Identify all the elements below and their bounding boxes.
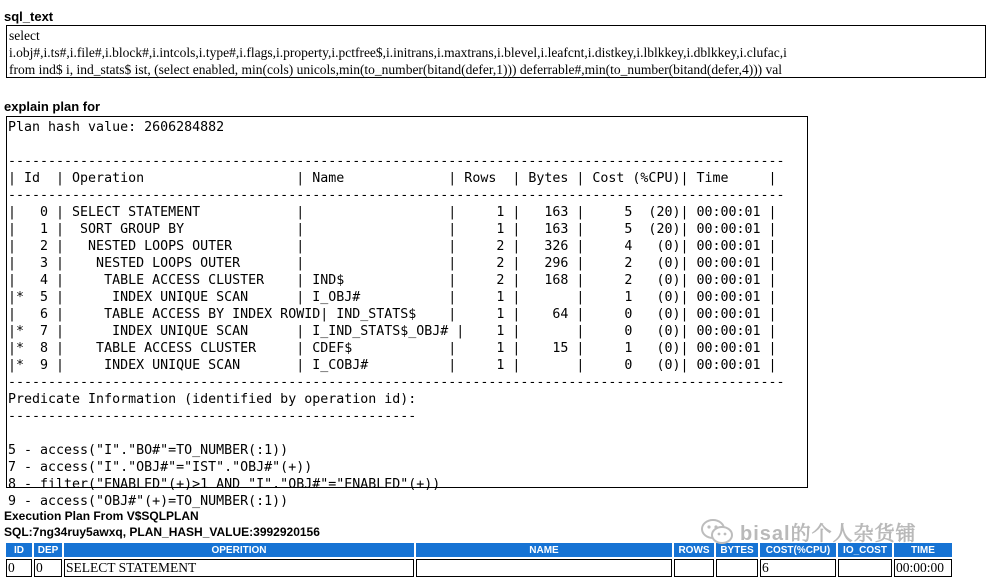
sql-line: select <box>9 28 40 43</box>
sql-text-box <box>6 25 986 78</box>
column-header-operation: OPERITION <box>64 543 414 557</box>
cell-bytes <box>716 559 758 577</box>
wechat-icon <box>700 518 734 546</box>
execution-plan-subtitle: SQL:7ng34ruy5awxq, PLAN_HASH_VALUE:3992920156 <box>4 525 320 539</box>
column-header-id: ID <box>6 543 32 557</box>
cell-name <box>416 559 672 577</box>
column-header-bytes: BYTES <box>716 543 758 557</box>
cell-cost: 6 <box>760 559 836 577</box>
cell-id: 0 <box>6 559 32 577</box>
column-header-time: TIME <box>894 543 952 557</box>
column-header-dep: DEP <box>34 543 62 557</box>
column-header-rows: ROWS <box>674 543 714 557</box>
cell-dep: 0 <box>34 559 62 577</box>
cell-io-cost <box>838 559 892 577</box>
column-header-cost: COST(%CPU) <box>760 543 836 557</box>
cell-time: 00:00:00 <box>894 559 952 577</box>
sql-text-label: sql_text <box>4 9 54 24</box>
watermark-text: bisal的个人杂货铺 <box>740 523 917 545</box>
cell-rows <box>674 559 714 577</box>
watermark <box>700 517 917 546</box>
plan-text: Plan hash value: 2606284882 ------------------------------------------------------------------------------------------------- | Id | Operation | Name | Rows | Bytes | Cost (%CPU)| Time | ------------------------------------------------------------------------------------------------- | 0 | SELECT STATEMENT | | 1 | 163 | 5 (20)| 00:00:01 | | 1 | SORT GROUP BY | | 1 | 163 | 5 (20)| 00:00:01 | | 2 | NESTED LOOPS OUTER | | 2 | 326 | 4 (0)| 00:00:01 | | 3 | NESTED LOOPS OUTER | | 2 | 296 | 2 (0)| 00:00:01 | | 4 | TABLE ACCESS CLUSTER | IND$ | 2 | 168 | 2 (0)| 00:00:01 | |* 5 | INDEX UNIQUE SCAN | I_OBJ# | 1 | | 1 (0)| 00:00:01 | | 6 | TABLE ACCESS BY INDEX ROWID| IND_STATS$ | 1 | 64 | 0 (0)| 00:00:01 | |* 7 | INDEX UNIQUE SCAN | I_IND_STATS$_OBJ# | 1 | | 0 (0)| 00:00:01 | |* 8 | TABLE ACCESS CLUSTER | CDEF$ | 1 | 15 | 1 (0)| 00:00:01 | |* 9 | INDEX UNIQUE SCAN | I_COBJ# | 1 | | 0 (0)| 00:00:01 | ------------------------------------------------------------------------------------------------- Predicate Information (identified by operation id): --------------------------------------------------- 5 - access("I"."BO#"=TO_NUMBER(:1)) 7 - access("I"."OBJ#"="IST"."OBJ#"(+)) 8 - filter("ENABLED"(+)>1 AND "I"."OBJ#"="ENABLED"(+)) 9 - access("OBJ#"(+)=TO_NUMBER(:1)) <box>8 120 785 509</box>
explain-plan-label: explain plan for <box>4 99 101 114</box>
column-header-name: NAME <box>416 543 672 557</box>
explain-plan-box <box>6 116 808 509</box>
cell-operation: SELECT STATEMENT <box>64 559 414 577</box>
sql-line: from ind$ i, ind_stats$ ist, (select enabled, min(cols) unicols,min(to_number(bitand(defer,1))) deferrable#,min(to_number(bitand(defer,4))) val <box>9 62 783 77</box>
table-row <box>6 559 952 577</box>
column-header-io-cost: IO_COST <box>838 543 892 557</box>
execution-plan-table <box>4 541 954 579</box>
sql-line: i.obj#,i.ts#,i.file#,i.block#,i.intcols,i.type#,i.flags,i.property,i.pctfree$,i.initrans,i.maxtrans,i.blevel,i.leafcnt,i.distkey,i.lblkkey,i.dblkkey,i.clufac,i <box>9 45 787 60</box>
execution-plan-title: Execution Plan From V$SQLPLAN <box>4 509 199 523</box>
